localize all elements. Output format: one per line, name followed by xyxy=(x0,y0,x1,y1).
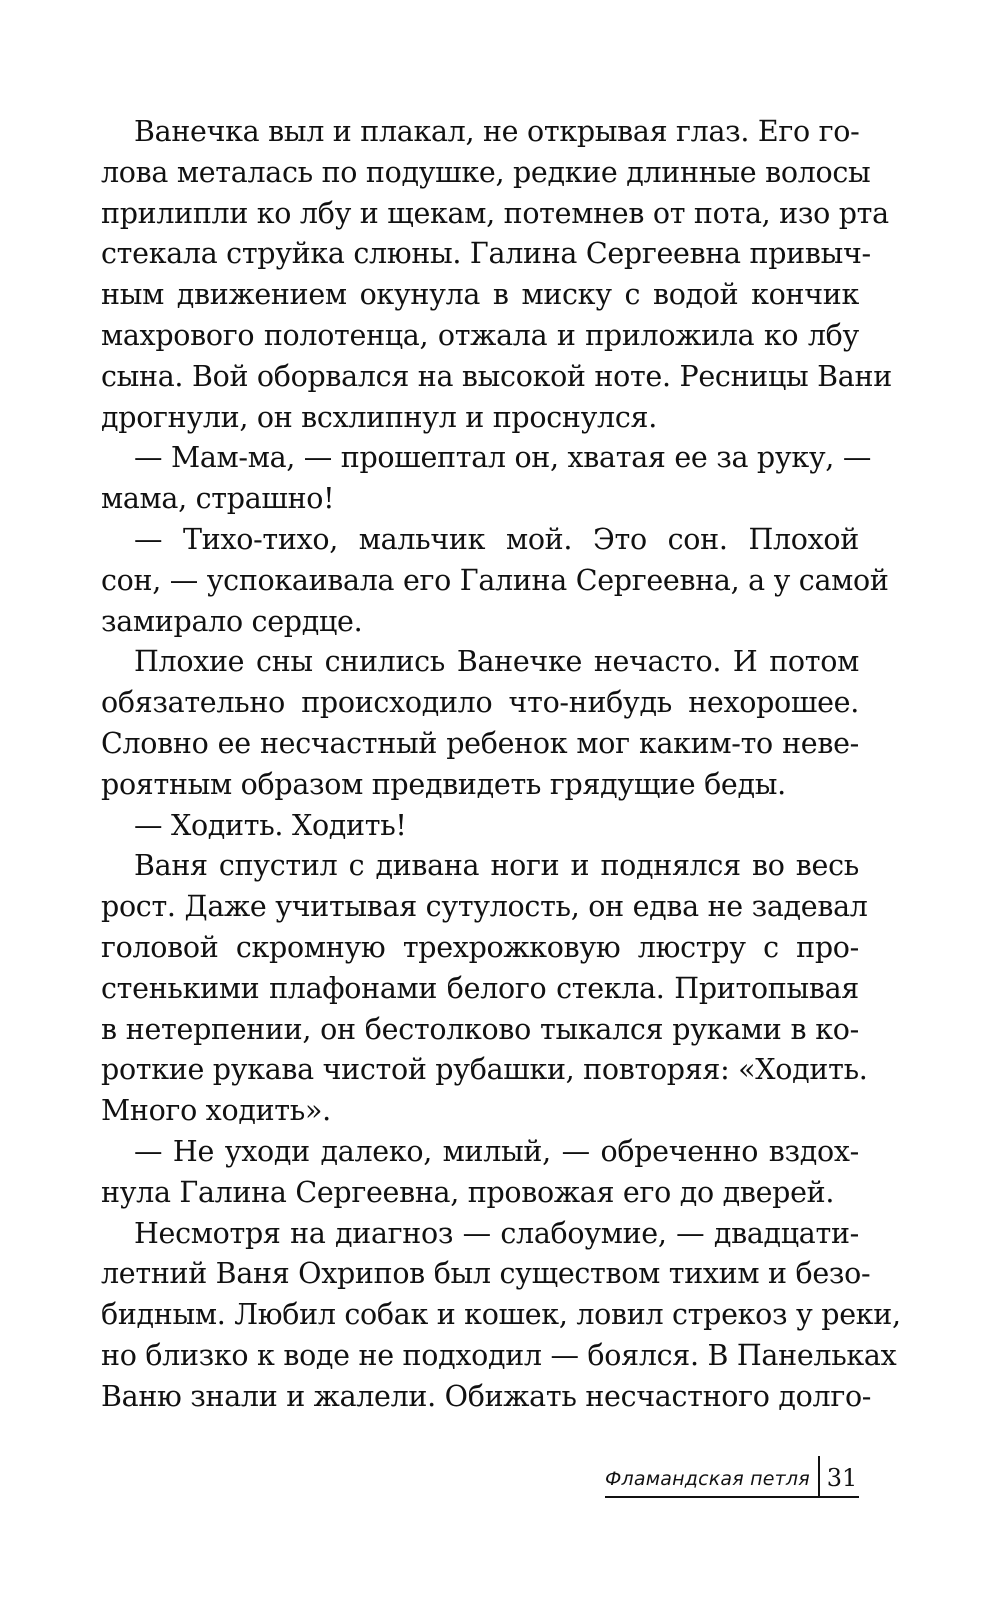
text-line: головой скромную трехрожковую люстру с про- xyxy=(101,930,859,964)
text-line: роятным образом предвидеть грядущие беды. xyxy=(101,767,786,801)
text-line: Ванечка выл и плакал, не открывая глаз. Его го- xyxy=(134,115,860,148)
page-footer xyxy=(605,1456,859,1498)
text-line: — Не уходи далеко, милый, — обреченно вздох- xyxy=(134,1134,859,1168)
text-line: Много ходить». xyxy=(101,1094,331,1128)
footer-divider xyxy=(818,1456,820,1496)
text-line: ным движением окунула в миску с водой кончик xyxy=(101,278,859,312)
text-line: бидным. Любил собак и кошек, ловил стрекоз у реки, xyxy=(101,1298,901,1332)
text-line: стекала струйка слюны. Галина Сергеевна привыч- xyxy=(101,237,871,271)
text-line: лова металась по подушке, редкие длинные волосы xyxy=(101,155,871,189)
text-line: прилипли ко лбу и щекам, потемнев от пота, изо рта xyxy=(101,196,889,230)
text-line: махрового полотенца, отжала и приложила ко лбу xyxy=(101,318,859,352)
text-line: Ваня спустил с дивана ноги и поднялся во весь xyxy=(134,849,859,883)
text-line: Ваню знали и жалели. Обижать несчастного долго- xyxy=(101,1379,872,1413)
text-line: Плохие сны снились Ванечке нечасто. И потом xyxy=(134,645,859,679)
text-line: мама, страшно! xyxy=(101,482,335,516)
text-line: нула Галина Сергеевна, провожая его до дверей. xyxy=(101,1175,835,1209)
text-line: — Ходить. Ходить! xyxy=(134,808,407,842)
text-line: в нетерпении, он бестолково тыкался руками в ко- xyxy=(101,1012,859,1046)
running-title: Фламандская петля xyxy=(605,1468,810,1490)
text-line: рост. Даже учитывая сутулость, он едва не задевал xyxy=(101,890,868,924)
text-line: дрогнули, он всхлипнул и проснулся. xyxy=(101,400,657,434)
body-text xyxy=(101,112,901,1418)
text-line: летний Ваня Охрипов был существом тихим и безо- xyxy=(101,1257,871,1291)
page-number: 31 xyxy=(826,1464,858,1492)
text-line: роткие рукава чистой рубашки, повторяя: «Ходить. xyxy=(101,1053,868,1087)
text-line: но близко к воде не подходил — боялся. В Панельках xyxy=(101,1338,897,1372)
text-line: стенькими плафонами белого стекла. Притопывая xyxy=(101,971,859,1005)
text-line: обязательно происходило что-нибудь нехорошее. xyxy=(101,686,859,720)
text-line: — Мам-ма, — прошептал он, хватая ее за руку, — xyxy=(134,441,872,475)
text-line: сон, — успокаивала его Галина Сергеевна, а у самой xyxy=(101,563,889,597)
text-line: Словно ее несчастный ребенок мог каким-то неве- xyxy=(101,726,859,760)
text-line: замирало сердце. xyxy=(101,604,363,638)
text-line: Несмотря на диагноз — слабоумие, — двадцати- xyxy=(134,1216,859,1250)
text-line: — Тихо-тихо, мальчик мой. Это сон. Плохой xyxy=(134,522,859,556)
text-line: сына. Вой оборвался на высокой ноте. Ресницы Вани xyxy=(101,359,892,393)
